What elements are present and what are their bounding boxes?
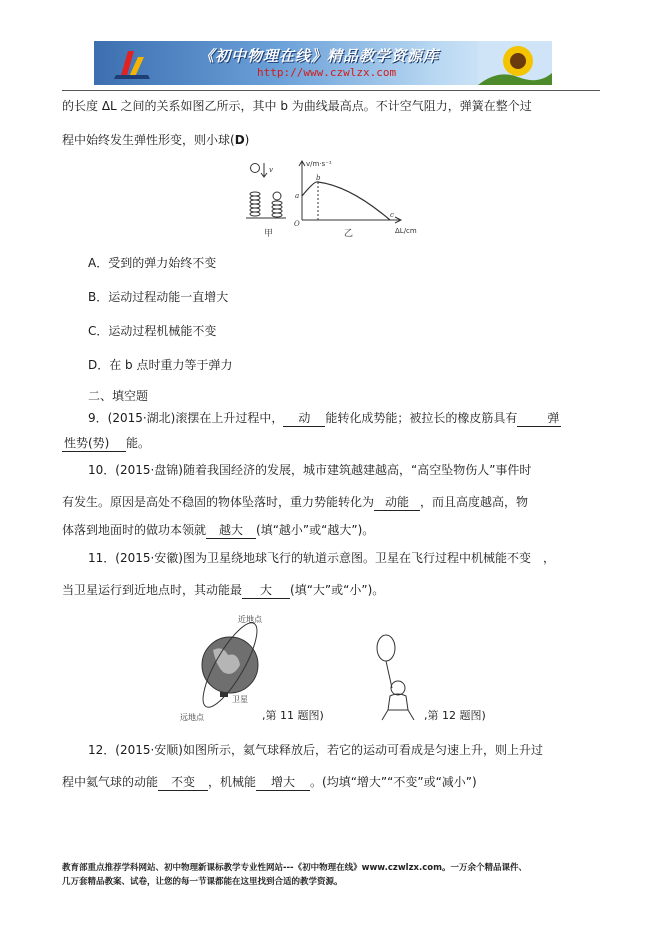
option-c: C．运动过程机械能不变 [88, 324, 217, 338]
spring-apparatus [246, 163, 286, 218]
answer-9-2a: 弹 [517, 410, 561, 427]
banner-title: 《初中物理在线》精品教学资源库 [199, 47, 440, 65]
question-10-line2: 有发生。原因是高处不稳固的物体坠落时，重力势能转化为 动能 ，而且高度越高，物 [62, 495, 529, 509]
spring-right-icon [272, 192, 282, 217]
header-divider [62, 90, 600, 91]
header-banner [94, 41, 552, 85]
option-a: A．受到的弹力始终不变 [88, 256, 217, 270]
caption-figure-12: ,第 12 题图) [424, 709, 486, 722]
question-10-line1: 10．(2015·盘锦)随着我国经济的发展，城市建筑越建越高，“高空坠物伤人”事件时 [88, 463, 532, 477]
label-jia: 甲 [264, 229, 274, 238]
section-heading: 二、填空题 [88, 389, 149, 403]
question-8-continued: 的长度 ΔL 之间的关系如图乙所示，其中 b 为曲线最高点。不计空气阻力，弹簧在整个过 [62, 99, 532, 113]
option-b: B．运动过程动能一直增大 [88, 290, 229, 304]
answer-9-2b: 性势(势) [62, 435, 126, 452]
point-c: c [390, 211, 394, 219]
label-yi: 乙 [344, 229, 354, 238]
point-a: a [295, 192, 300, 200]
sunflower-icon [478, 41, 552, 85]
figure-spring-velocity-graph [240, 158, 440, 238]
option-d: D．在 b 点时重力等于弹力 [88, 358, 233, 372]
answer-10-2: 越大 [206, 522, 256, 539]
answer-9-1: 动 [283, 410, 325, 427]
balloon-icon [377, 635, 395, 661]
question-11-line1: 11．(2015·安徽)图为卫星绕地球飞行的轨道示意图。卫星在飞行过程中机械能不变 ， [88, 551, 555, 565]
graph-xlabel: ΔL/cm [395, 227, 417, 235]
velocity-curve [302, 182, 390, 220]
velocity-graph [294, 160, 417, 238]
question-10-line3: 体落到地面时的做功本领就 越大 (填“越小”或“越大”)。 [62, 523, 375, 537]
origin-o: O [294, 220, 300, 228]
caption-figure-11: ,第 11 题图) [262, 709, 324, 722]
label-v: v [269, 166, 273, 174]
spring-left-icon [250, 192, 260, 216]
child-head-icon [391, 681, 405, 695]
question-12-line2: 程中氦气球的动能 不变 ，机械能 增大 。(均填“增大”“不变”或“减小”) [62, 775, 477, 789]
label-satellite: 卫星 [232, 695, 248, 704]
point-b: b [316, 174, 321, 182]
question-8-stem: 程中始终发生弹性形变，则小球(D) [62, 133, 250, 147]
banner-url[interactable]: http://www.czwlzx.com [257, 66, 397, 79]
question-9-line2: 性势(势) 能。 [64, 436, 151, 450]
label-near: 近地点 [238, 615, 262, 624]
answer-10-1: 动能 [374, 494, 420, 511]
footer-line-2: 几万套精品教案、试卷，让您的每一节课都能在这里找到合适的教学资源。 [62, 877, 343, 887]
figure-balloon-child [366, 630, 426, 725]
label-far: 远地点 [180, 713, 204, 722]
answer-12-1: 不变 [158, 774, 208, 791]
answer-8: D [234, 133, 245, 147]
graph-ylabel: v/m·s⁻¹ [306, 160, 332, 168]
satellite-icon [220, 692, 228, 697]
ball-icon [251, 164, 260, 173]
question-12-line1: 12．(2015·安顺)如图所示，氦气球释放后，若它的运动可看成是匀速上升，则上升过 [88, 743, 543, 757]
answer-11: 大 [242, 582, 290, 599]
question-11-line2: 当卫星运行到近地点时，其动能最 大 (填“大”或“小”)。 [62, 583, 385, 597]
footer-line-1: 教育部重点推荐学科网站、初中物理新课标教学专业性网站---《初中物理在线》www.czwlzx.com。一万余个精品课件、 [62, 863, 527, 873]
answer-12-2: 增大 [256, 774, 310, 791]
site-logo-icon [112, 45, 152, 81]
question-9-line1: 9．(2015·湖北)滚摆在上升过程中， 动 能转化成势能；被拉长的橡皮筋具有 弹 [88, 411, 560, 425]
